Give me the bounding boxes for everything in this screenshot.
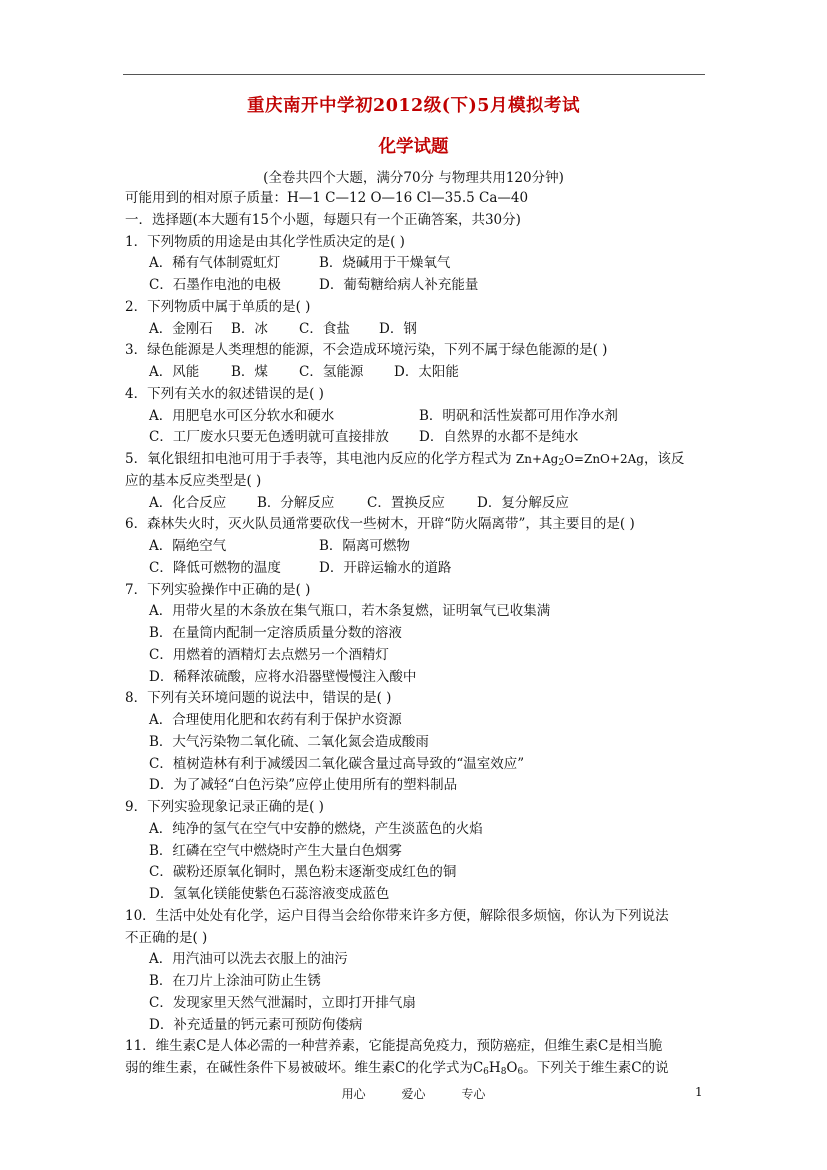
q2-option-b: B．冰	[231, 320, 268, 337]
q3-option-c: C．氢能源	[299, 364, 364, 380]
section-heading: 一．选择题(本大题有15个小题，每题只有一个正确答案，共30分)	[125, 211, 521, 228]
q9-option-a: A．纯净的氢气在空气中安静的燃烧，产生淡蓝色的火焰	[149, 820, 483, 837]
footer-item-2: 爱心	[401, 1087, 426, 1101]
q11-text-1: 弱的维生素，在碱性条件下易被破坏。维生素C的化学式为C	[125, 1060, 484, 1076]
footer-slogan	[0, 1085, 827, 1102]
q5-eq-part2: O=ZnO+2Ag	[564, 452, 644, 466]
q9-option-c: C．碳粉还原氧化铜时，黑色粉末逐渐变成红色的铜	[149, 864, 457, 881]
q6-option-d: D．开辟运输水的道路	[319, 559, 452, 576]
q10-option-b: B．在刀片上涂油可防止生锈	[149, 973, 321, 989]
q7-option-b: B．在量筒内配制一定溶质质量分数的溶液	[149, 625, 402, 641]
q4-options-row2	[125, 427, 715, 449]
q1-options-row1	[125, 253, 715, 275]
q6-options-row2	[125, 558, 715, 580]
question-5	[125, 449, 715, 471]
q4-option-c: C．工厂废水只要无色透明就可直接排放	[149, 429, 389, 446]
q1-options-row2	[125, 275, 715, 297]
q5-option-d: D．复分解反应	[477, 494, 569, 511]
q5-equation	[516, 452, 644, 466]
exam-subtitle: 化学试题	[378, 137, 449, 157]
q7-option-c: C．用燃着的酒精灯去点燃另一个酒精灯	[149, 646, 389, 663]
question-10: 10．生活中处处有化学，运户目得当会给你带来许多方便，解除很多烦恼，你认为下列说法	[125, 907, 669, 924]
q5-options	[125, 493, 715, 515]
q1-option-a: A．稀有气体制霓虹灯	[149, 255, 281, 272]
question-2: 2．下列物质中属于单质的是( )	[125, 298, 311, 315]
q5-stem-a: 5．氧化银纽扣电池可用于手表等，其电池内反应的化学方程式为	[125, 451, 516, 467]
q6-options-row1	[125, 536, 715, 558]
q1-option-d: D．葡萄糖给病人补充能量	[319, 277, 479, 293]
q9-option-b: B．红磷在空气中燃烧时产生大量白色烟雾	[149, 842, 402, 859]
q8-option-a: A．合理使用化肥和农药有利于保护水资源	[149, 712, 402, 728]
header-rule	[123, 74, 705, 75]
q5-option-c: C．置换反应	[367, 494, 445, 511]
q3-option-d: D．太阳能	[394, 364, 459, 380]
q3-options	[125, 362, 715, 384]
q8-option-c: C．植树造林有利于减缓因二氧化碳含量过高导致的“温室效应”	[149, 755, 525, 772]
q11-sub-1: 6	[483, 1067, 489, 1077]
q7-option-a: A．用带火星的木条放在集气瓶口，若木条复燃，证明氧气已收集满	[149, 603, 551, 620]
question-11: 11．维生素C是人体必需的一种营养素，它能提高免疫力，预防癌症，但维生素C是相当脆	[125, 1038, 663, 1055]
q11-text-2: H	[488, 1060, 501, 1076]
q11-sub-2: 8	[500, 1067, 507, 1077]
q11-text-3: O	[506, 1060, 518, 1076]
atomic-masses: 可能用到的相对原子质量：H—1 C—12 O—16 Cl—35.5 Ca—40	[125, 190, 529, 206]
q1-option-c: C．石墨作电池的电极	[149, 277, 281, 293]
q8-option-d: D．为了减轻“白色污染”应停止使用所有的塑料制品	[149, 777, 458, 794]
q5-option-a: A．化合反应	[149, 494, 227, 511]
q4-option-a: A．用肥皂水可区分软水和硬水	[149, 407, 335, 424]
q5-eq-subscript: 2	[558, 458, 565, 468]
q10-option-a: A．用汽油可以洗去衣服上的油污	[149, 951, 348, 968]
footer-item-1: 用心	[341, 1087, 366, 1101]
page-number: 1	[695, 1085, 703, 1099]
q9-option-d: D．氢氧化镁能使紫色石蕊溶液变成蓝色	[149, 886, 390, 902]
q2-option-a: A．金刚石	[149, 320, 213, 337]
q11-text-4: 。下列关于维生素C的说	[523, 1060, 669, 1076]
q3-option-a: A．风能	[149, 364, 200, 380]
exam-content	[125, 188, 715, 1080]
q10-option-c: C．发现家里天然气泄漏时，立即打开排气扇	[149, 994, 416, 1011]
q5-stem-b: ，该反	[643, 451, 685, 467]
question-7: 7．下列实验操作中正确的是( )	[125, 581, 311, 598]
exam-title: 重庆南开中学初2012级(下)5月模拟考试	[247, 96, 580, 116]
q3-option-b: B．煤	[231, 364, 268, 380]
q7-option-d: D．稀释浓硫酸，应将水沿器壁慢慢注入酸中	[149, 668, 417, 685]
q5-option-b: B．分解反应	[257, 494, 335, 511]
question-3: 3．绿色能源是人类理想的能源，不会造成环境污染，下列不属于绿色能源的是( )	[125, 342, 608, 359]
question-9: 9．下列实验现象记录正确的是( )	[125, 799, 324, 815]
q5-eq-part1: Zn+Ag	[515, 452, 559, 466]
q2-option-c: C．食盐	[299, 320, 350, 337]
q11-sub-3: 6	[517, 1067, 524, 1077]
question-4: 4．下列有关水的叙述错误的是( )	[125, 385, 324, 402]
q2-option-d: D．钢	[379, 320, 417, 337]
question-1: 1．下列物质的用途是由其化学性质决定的是( )	[125, 233, 405, 250]
q10-option-d: D．补充适量的钙元素可预防佝偻病	[149, 1016, 363, 1033]
q8-option-b: B．大气污染物二氧化硫、二氧化氮会造成酸雨	[149, 733, 429, 750]
q4-option-d: D．自然界的水都不是纯水	[419, 429, 579, 446]
q6-option-c: C．降低可燃物的温度	[149, 559, 281, 576]
question-10-cont: 不正确的是( )	[125, 929, 208, 946]
question-11-cont	[125, 1058, 715, 1080]
q1-option-b: B．烧碱用于干燥氧气	[319, 255, 451, 272]
q4-option-b: B．明矾和活性炭都可用作净水剂	[419, 407, 618, 424]
q2-options	[125, 319, 715, 341]
footer-item-3: 专心	[461, 1087, 486, 1101]
q6-option-b: B．隔离可燃物	[319, 538, 410, 554]
question-6: 6．森林失火时，灭火队员通常要砍伐一些树木，开辟“防火隔离带”，其主要目的是( )	[125, 516, 635, 533]
question-8: 8．下列有关环境问题的说法中，错误的是( )	[125, 690, 392, 707]
exam-note: (全卷共四个大题，满分70分 与物理共用120分钟)	[263, 170, 564, 186]
question-5-cont: 应的基本反应类型是( )	[125, 472, 262, 489]
q6-option-a: A．隔绝空气	[149, 538, 227, 554]
q4-options-row1	[125, 406, 715, 428]
